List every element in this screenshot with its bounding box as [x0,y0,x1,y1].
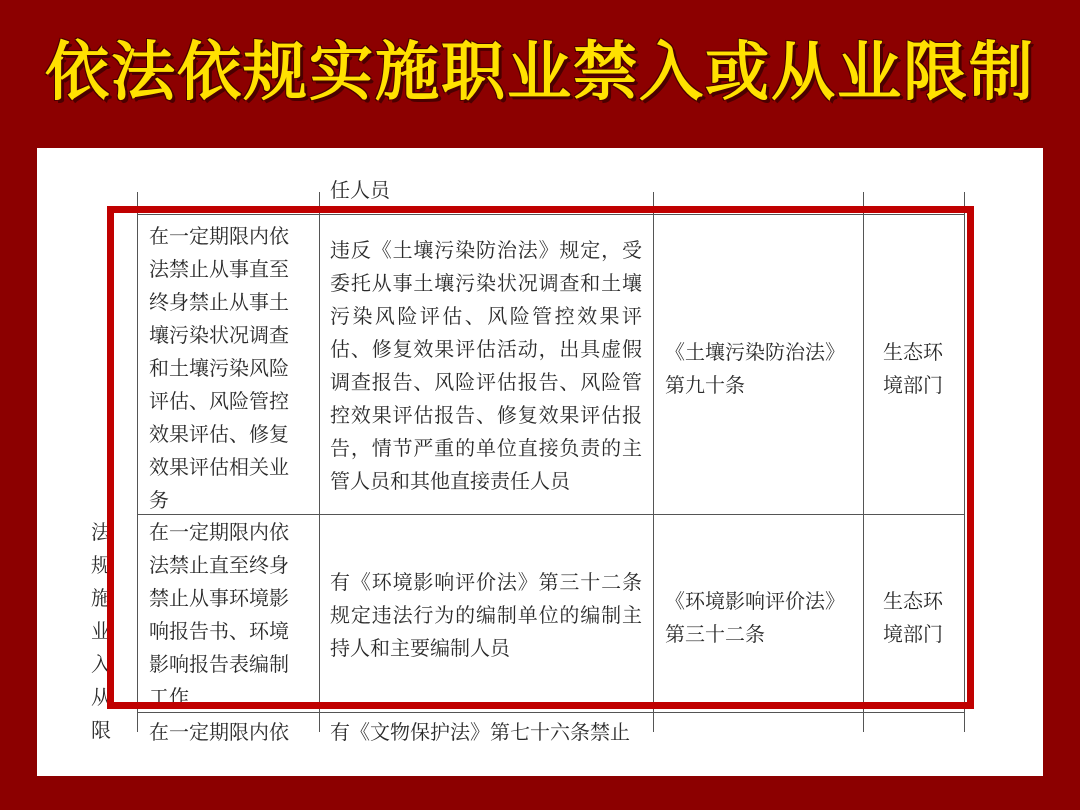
row2-measure: 在一定期限内依法禁止直至终身禁止从事环境影响报告书、环境影响报告表编制工作 [149,520,289,709]
category-label: 法规施业入从限 [91,520,111,742]
row3-measure-partial: 在一定期限内依 [149,720,289,744]
row2-basis: 《环境影响评价法》第三十二条 [665,589,845,646]
row1-basis: 《土壤污染防治法》第九十条 [665,340,845,397]
row3-target-partial: 有《文物保护法》第七十六条禁止 [330,720,630,744]
top-partial-text: 任人员 [330,178,390,202]
highlight-box [107,206,974,709]
row1-dept: 生态环境部门 [883,340,943,397]
slide-title: 依法依规实施职业禁入或从业限制 [45,36,1035,110]
row2-target: 有《环境影响评价法》第三十二条规定违法行为的编制单位的编制主持人和主要编制人员 [330,570,642,660]
row1-target: 违反《土壤污染防治法》规定，受委托从事土壤污染状况调查和土壤污染风险评估、风险管控效果评估、修复效果评估活动，出具虚假调查报告、风险评估报告、风险管控效果评估报告、修复效果评估报告，情节严重的单位直接负责的主管人员和其他直接责任人员 [330,238,642,493]
row1-measure: 在一定期限内依法禁止从事直至终身禁止从事土壤污染状况调查和土壤污染风险评估、风险管控效果评估、修复效果评估相关业务 [149,224,289,512]
row2-dept: 生态环境部门 [883,589,943,646]
